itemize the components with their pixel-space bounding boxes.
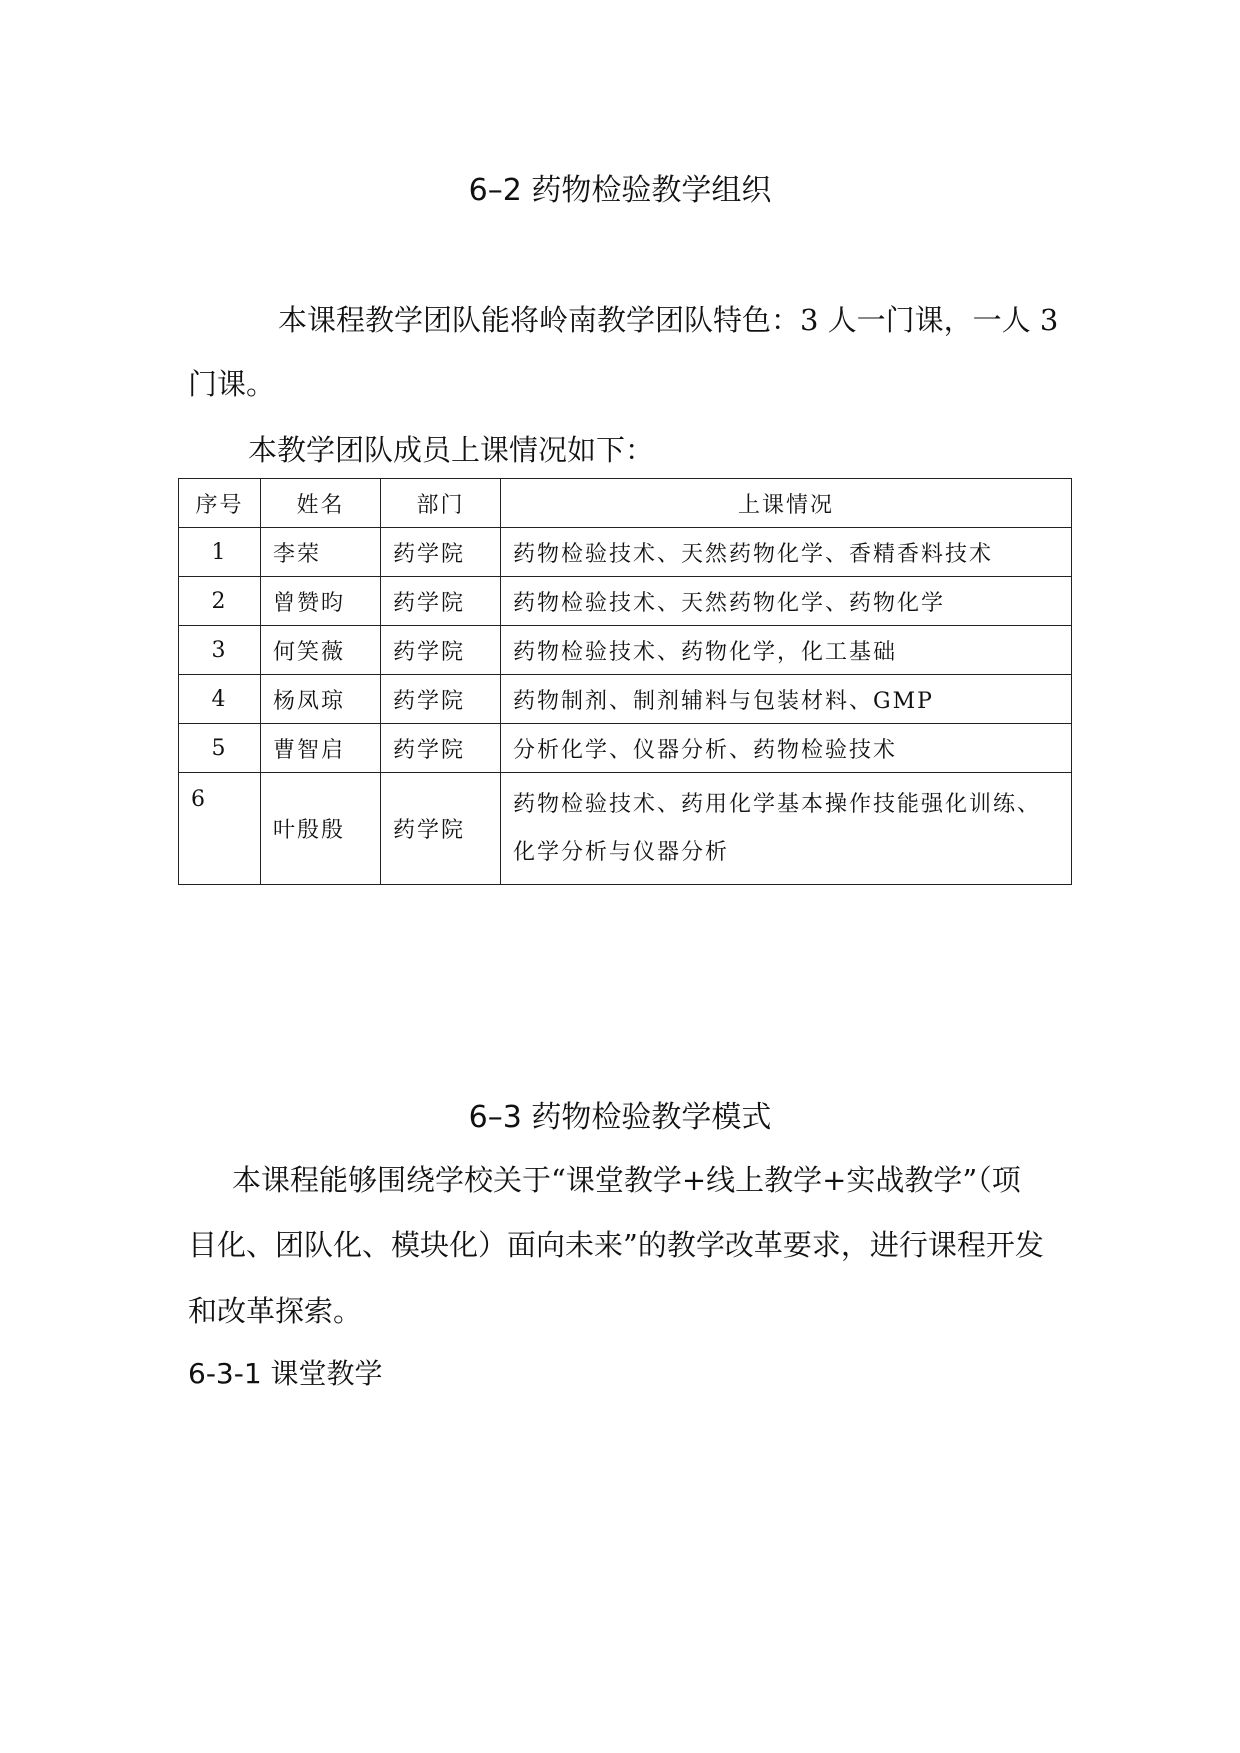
cell-no: 6 xyxy=(179,773,261,885)
cell-courses: 分析化学、仪器分析、药物检验技术 xyxy=(501,724,1072,773)
table-row xyxy=(179,724,1072,773)
cell-name: 曾赞昀 xyxy=(261,577,381,626)
paragraph-line: 门课。 xyxy=(188,367,276,401)
cell-courses: 药物制剂、制剂辅料与包装材料、GMP xyxy=(501,675,1072,724)
section-title-6-3: 6–3 药物检验教学模式 xyxy=(468,1100,772,1135)
cell-name: 杨凤琼 xyxy=(261,675,381,724)
header-dept: 部门 xyxy=(381,479,501,528)
table-row xyxy=(179,626,1072,675)
cell-dept: 药学院 xyxy=(381,675,501,724)
header-courses: 上课情况 xyxy=(501,479,1072,528)
paragraph-line: 目化、团队化、模块化）面向未来”的教学改革要求，进行课程开发 xyxy=(188,1228,1044,1262)
paragraph-line: 本课程教学团队能将岭南教学团队特色：3 人一门课，一人 3 xyxy=(278,303,1059,337)
cell-dept: 药学院 xyxy=(381,724,501,773)
cell-courses: 药物检验技术、药物化学，化工基础 xyxy=(501,626,1072,675)
table-header-row xyxy=(179,479,1072,528)
cell-name: 曹智启 xyxy=(261,724,381,773)
paragraph-line: 本教学团队成员上课情况如下： xyxy=(248,433,655,467)
cell-courses: 药物检验技术、天然药物化学、药物化学 xyxy=(501,577,1072,626)
table-row xyxy=(179,675,1072,724)
paragraph-line: 本课程能够围绕学校关于“课堂教学+线上教学+实战教学”（项 xyxy=(232,1163,1021,1197)
cell-no: 5 xyxy=(179,724,261,773)
courses-line: 药物检验技术、药用化学基本操作技能强化训练、 xyxy=(513,791,1042,817)
cell-no: 4 xyxy=(179,675,261,724)
table-row xyxy=(179,528,1072,577)
cell-no: 3 xyxy=(179,626,261,675)
cell-dept: 药学院 xyxy=(381,773,501,885)
table-row xyxy=(179,773,1072,885)
subheading-6-3-1: 6-3-1 课堂教学 xyxy=(188,1357,383,1390)
cell-dept: 药学院 xyxy=(381,577,501,626)
header-no: 序号 xyxy=(179,479,261,528)
cell-name: 叶殷殷 xyxy=(261,773,381,885)
courses-line: 化学分析与仪器分析 xyxy=(513,839,730,865)
team-courses-table xyxy=(178,478,1072,885)
cell-courses: 药物检验技术、天然药物化学、香精香料技术 xyxy=(501,528,1072,577)
cell-dept: 药学院 xyxy=(381,626,501,675)
cell-name: 李荣 xyxy=(261,528,381,577)
cell-name: 何笑薇 xyxy=(261,626,381,675)
cell-no: 1 xyxy=(179,528,261,577)
header-name: 姓名 xyxy=(261,479,381,528)
table-row xyxy=(179,577,1072,626)
cell-no: 2 xyxy=(179,577,261,626)
paragraph-line: 和改革探索。 xyxy=(188,1294,363,1328)
cell-courses xyxy=(501,773,1072,885)
cell-dept: 药学院 xyxy=(381,528,501,577)
section-title-6-2: 6–2 药物检验教学组织 xyxy=(468,173,772,208)
